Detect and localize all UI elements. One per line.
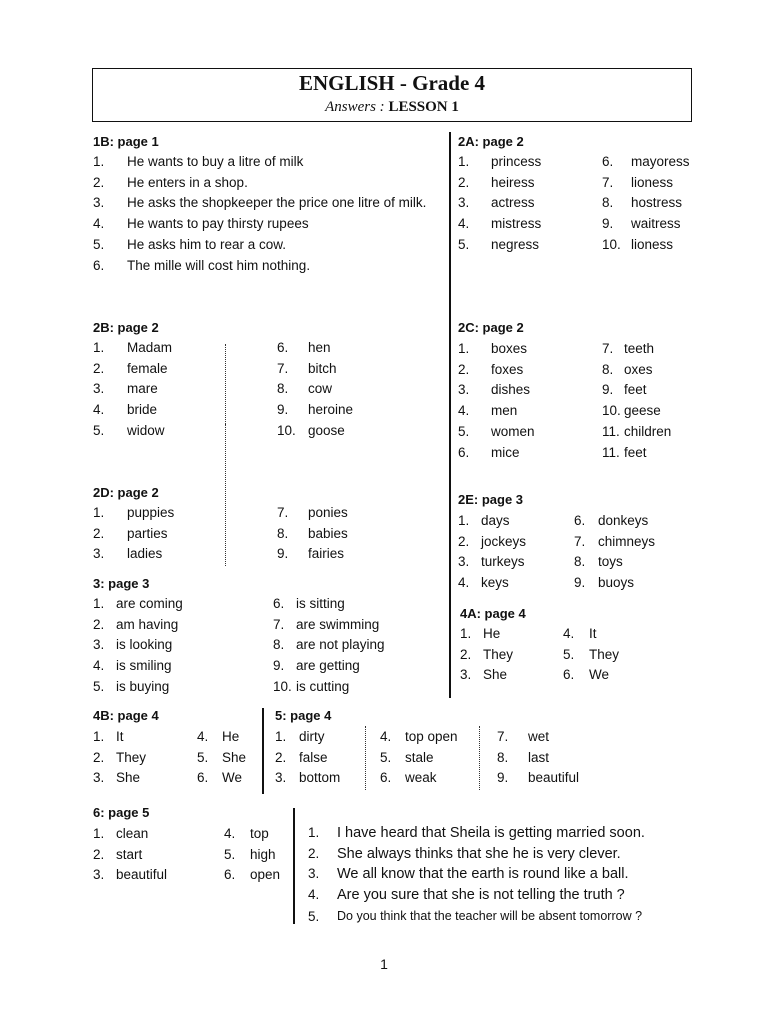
answer-2c: foxes (491, 361, 524, 377)
answer-4b: She (222, 749, 247, 765)
answer-4b-number: 4. (197, 729, 209, 744)
answer-6: start (116, 846, 143, 862)
answer-2d-number: 7. (277, 505, 289, 520)
sentence-number: 5. (308, 908, 320, 924)
answer-4a: They (483, 646, 514, 662)
answer-2c-number: 5. (458, 423, 470, 439)
answer-2c: women (491, 423, 535, 439)
answer-5: weak (405, 770, 437, 786)
section-2b-title: 2B: page 2 (93, 320, 159, 335)
answer-6-number: 6. (224, 867, 236, 883)
answer-2a: waitress (631, 216, 681, 232)
answer-2b-number: 9. (277, 402, 289, 418)
answer-4b-number: 2. (93, 749, 105, 765)
sentence-number: 3. (308, 866, 320, 882)
answer-2d: ponies (308, 505, 348, 520)
answer-2c-number: 1. (458, 341, 470, 356)
answer-2d: parties (127, 525, 168, 541)
answer-6: clean (116, 826, 149, 841)
page-title: ENGLISH - Grade 4 (298, 71, 486, 95)
answer-6: beautiful (116, 867, 168, 883)
answer-5-number: 6. (380, 770, 392, 786)
answer-3-number: 2. (93, 616, 105, 632)
column-divider-main (449, 132, 451, 698)
answer-2a-number: 10. (602, 236, 621, 252)
answer-2a-number: 3. (458, 195, 470, 211)
answer-4a: It (589, 626, 597, 641)
answer-6: high (250, 846, 276, 862)
section-2d-title: 2D: page 2 (93, 485, 159, 500)
answer-2b: heroine (308, 402, 354, 418)
answer-4b: It (116, 729, 124, 744)
answer-3: are getting (296, 658, 360, 674)
answer-4a: He (483, 626, 501, 641)
answer-3: are coming (116, 596, 183, 611)
answer-5: wet (528, 729, 550, 744)
answer-4a: They (589, 646, 620, 662)
answer-2c: children (624, 423, 672, 439)
answer-2a-number: 7. (602, 174, 614, 190)
answer-2c-number: 4. (458, 403, 470, 419)
answer-2e-number: 9. (574, 575, 586, 591)
answer-2a: actress (491, 195, 535, 211)
answer-2a-number: 6. (602, 154, 614, 169)
answer-4b-number: 6. (197, 770, 209, 786)
answer-2e: keys (481, 575, 509, 591)
answer-5: bottom (299, 770, 341, 786)
answer-3-number: 4. (93, 658, 105, 674)
answer-2e-number: 8. (574, 554, 586, 570)
answer-1b: He asks him to rear a cow. (127, 236, 287, 252)
section-1b-title: 1B: page 1 (93, 134, 159, 149)
section-4a-title: 4A: page 4 (460, 606, 526, 621)
answer-2c-number: 11. (602, 423, 620, 439)
answer-2e: toys (598, 554, 623, 570)
divider-6-sentences (293, 808, 295, 924)
answer-2e-number: 4. (458, 575, 470, 591)
answer-2c-number: 3. (458, 382, 470, 398)
answer-2b-number: 6. (277, 340, 289, 355)
answer-2b-number: 8. (277, 381, 289, 397)
answer-3-number: 3. (93, 637, 105, 653)
answer-4b: He (222, 729, 240, 744)
lesson-label: LESSON 1 (388, 99, 459, 115)
answer-2a: negress (491, 236, 540, 252)
answer-4a: We (589, 667, 610, 683)
divider-2b (225, 344, 226, 424)
answer-2b: cow (308, 381, 333, 397)
answer-1b: He enters in a shop. (127, 174, 248, 190)
answer-2e-number: 7. (574, 533, 586, 549)
answer-2c: feet (624, 382, 647, 398)
divider-4b-5 (262, 708, 264, 794)
answer-3: is buying (116, 678, 170, 694)
answer-2e-number: 2. (458, 533, 470, 549)
answer-2d-number: 3. (93, 546, 105, 562)
answer-5-number: 1. (275, 729, 287, 744)
answer-2b-number: 4. (93, 402, 105, 418)
answer-5-number: 5. (380, 749, 392, 765)
answer-1b-number: 2. (93, 174, 105, 190)
answer-5-number: 3. (275, 770, 287, 786)
answer-2a-number: 5. (458, 236, 470, 252)
answer-2c: teeth (624, 341, 655, 356)
answer-2a: mistress (491, 216, 542, 232)
answer-2d: puppies (127, 505, 175, 520)
answer-4a-number: 5. (563, 646, 575, 662)
answer-2a: lioness (631, 174, 674, 190)
answer-2b: hen (308, 340, 331, 355)
answer-4b-number: 5. (197, 749, 209, 765)
answer-1b-number: 4. (93, 216, 105, 232)
page-number: 1 (380, 956, 388, 972)
answer-4a-number: 2. (460, 646, 472, 662)
answer-2b: bride (127, 402, 158, 418)
sentence-answer: Are you sure that she is not telling the truth ? (337, 887, 625, 904)
answer-3: is cutting (296, 678, 350, 694)
divider-2d (225, 424, 226, 566)
answer-1b: He wants to pay thirsty rupees (127, 216, 309, 232)
answer-2b-number: 1. (93, 340, 105, 355)
answer-1b: He wants to buy a litre of milk (127, 154, 304, 169)
answer-2a-number: 2. (458, 174, 470, 190)
answer-4b: They (116, 749, 147, 765)
answers-label: Answers : (325, 99, 385, 115)
answer-5-number: 8. (497, 749, 509, 765)
sentence-answer: She always thinks that she he is very clever. (337, 845, 621, 862)
answer-3: is looking (116, 637, 173, 653)
answer-4a-number: 1. (460, 626, 472, 641)
section-2c-title: 2C: page 2 (458, 320, 524, 335)
divider-5-c2 (479, 726, 480, 790)
answer-5-number: 7. (497, 729, 509, 744)
answer-2c-number: 9. (602, 382, 614, 398)
answer-5-number: 9. (497, 770, 509, 786)
answer-1b-number: 5. (93, 236, 105, 252)
answer-5: stale (405, 749, 434, 765)
answer-2b: bitch (308, 360, 337, 376)
answer-2a: princess (491, 154, 542, 169)
answer-2e: jockeys (481, 533, 527, 549)
answer-3-number: 10. (273, 678, 292, 694)
answer-2c: oxes (624, 361, 653, 377)
answer-3-number: 5. (93, 678, 105, 694)
answer-6-number: 2. (93, 846, 105, 862)
answer-4b: She (116, 770, 141, 786)
answer-2e: turkeys (481, 554, 525, 570)
sentence-number: 4. (308, 887, 320, 903)
answer-5: top open (405, 729, 458, 744)
answer-2e-number: 3. (458, 554, 470, 570)
answer-2d-number: 8. (277, 525, 289, 541)
answer-2b: mare (127, 381, 158, 397)
sentence-number: 1. (308, 825, 320, 840)
answer-3: are swimming (296, 616, 380, 632)
answer-2b-number: 10. (277, 422, 296, 438)
answer-5: false (299, 749, 328, 765)
answer-2c: dishes (491, 382, 531, 398)
answer-2a: heiress (491, 174, 535, 190)
answer-2c: boxes (491, 341, 528, 356)
answer-1b-number: 3. (93, 195, 105, 211)
answer-4a-number: 3. (460, 667, 472, 683)
answer-4b: We (222, 770, 243, 786)
answer-4b-number: 3. (93, 770, 105, 786)
answer-2b: goose (308, 422, 345, 438)
answer-2b: widow (127, 422, 165, 438)
answer-2a-number: 9. (602, 216, 614, 232)
answer-3-number: 7. (273, 616, 285, 632)
answer-2d-number: 1. (93, 505, 105, 520)
answer-2b-number: 7. (277, 360, 289, 376)
answer-2b: female (127, 360, 168, 376)
answer-4b-number: 1. (93, 729, 105, 744)
answer-2e-number: 6. (574, 513, 586, 528)
answer-2c: feet (624, 444, 647, 460)
sentence-answer: We all know that the earth is round like a ball. (337, 866, 629, 883)
section-3-title: 3: page 3 (93, 576, 150, 591)
section-2e-title: 2E: page 3 (458, 492, 524, 507)
answer-3-number: 9. (273, 658, 285, 674)
answer-3-number: 8. (273, 637, 285, 653)
answer-6: open (250, 867, 281, 883)
section-2a-title: 2A: page 2 (458, 134, 524, 149)
section-5-title: 5: page 4 (275, 708, 332, 723)
answer-2a-number: 4. (458, 216, 470, 232)
answer-2b-number: 5. (93, 422, 105, 438)
header-box (92, 68, 692, 122)
answer-6-number: 4. (224, 826, 236, 841)
answer-2d-number: 9. (277, 546, 289, 562)
answer-3: are not playing (296, 637, 385, 653)
sentence-answer: Do you think that the teacher will be absent tomorrow ? (337, 908, 643, 923)
answer-2c-number: 11. (602, 444, 620, 460)
answer-2a: mayoress (631, 154, 690, 169)
answer-2c-number: 2. (458, 361, 470, 377)
answer-5: beautiful (528, 770, 580, 786)
answer-2e: buoys (598, 575, 635, 591)
answer-2e: days (481, 513, 510, 528)
sentence-answer: I have heard that Sheila is getting married soon. (337, 825, 645, 841)
answer-2c: geese (624, 403, 661, 419)
answer-2a: lioness (631, 236, 674, 252)
answer-1b: He asks the shopkeeper the price one litre of milk. (127, 195, 427, 211)
answer-5: dirty (299, 729, 325, 744)
answer-3: is smiling (116, 658, 172, 674)
answer-4a-number: 6. (563, 667, 575, 683)
answer-2c: men (491, 403, 518, 419)
answer-6: top (250, 826, 269, 841)
answer-2a: hostress (631, 195, 683, 211)
answer-2b: Madam (127, 340, 173, 355)
answer-2b-number: 2. (93, 360, 105, 376)
answer-3-number: 6. (273, 596, 285, 611)
answer-1b: The mille will cost him nothing. (127, 257, 311, 273)
answer-2e: chimneys (598, 533, 656, 549)
answer-2d-number: 2. (93, 525, 105, 541)
answer-2c-number: 7. (602, 341, 614, 356)
answer-2c-number: 6. (458, 444, 470, 460)
answer-6-number: 3. (93, 867, 105, 883)
answer-4a-number: 4. (563, 626, 575, 641)
answer-2e-number: 1. (458, 513, 470, 528)
answer-2c-number: 10. (602, 403, 621, 419)
answer-3: is sitting (296, 596, 345, 611)
divider-5-c1 (365, 726, 366, 790)
answer-2a-number: 8. (602, 195, 614, 211)
answer-2d: ladies (127, 546, 163, 562)
subtitle (93, 99, 691, 116)
answer-4a: She (483, 667, 508, 683)
answer-6-number: 1. (93, 826, 105, 841)
answer-2c: mice (491, 444, 520, 460)
answer-2b-number: 3. (93, 381, 105, 397)
answer-6-number: 5. (224, 846, 236, 862)
answer-1b-number: 6. (93, 257, 105, 273)
answer-2a-number: 1. (458, 154, 470, 169)
answer-5-number: 2. (275, 749, 287, 765)
answer-2c-number: 8. (602, 361, 614, 377)
answer-3-number: 1. (93, 596, 105, 611)
answer-5: last (528, 749, 550, 765)
section-6-title: 6: page 5 (93, 805, 150, 820)
answer-2e: donkeys (598, 513, 649, 528)
sentence-number: 2. (308, 845, 320, 861)
answer-1b-number: 1. (93, 154, 105, 169)
answer-2d: fairies (308, 546, 345, 562)
answer-2d: babies (308, 525, 348, 541)
answer-5-number: 4. (380, 729, 392, 744)
answer-3: am having (116, 616, 179, 632)
section-4b-title: 4B: page 4 (93, 708, 159, 723)
